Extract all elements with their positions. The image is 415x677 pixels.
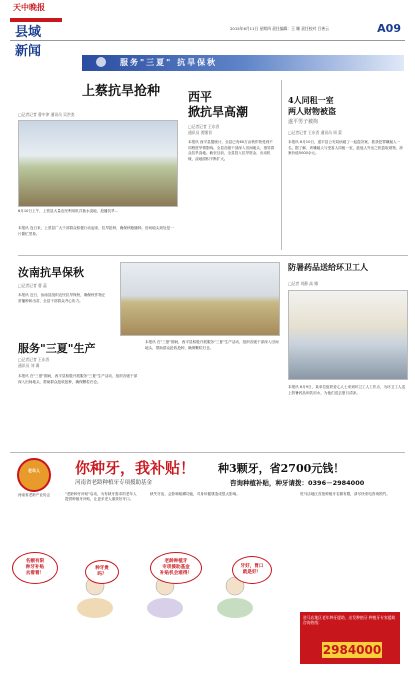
page-number: A09	[377, 22, 401, 35]
ad-subheadline: 河南省老龄种植牙专项援助基金	[75, 480, 153, 486]
issue-meta: 2015年6月11日 星期四 责任编辑：王 姗 责任校对 吕善云	[230, 26, 329, 31]
article-title-sanxia: 服务"三夏"生产	[18, 342, 96, 355]
association-logo-icon	[17, 458, 51, 492]
hotline-number: 2984000	[322, 643, 382, 657]
photo-field-sprinkler	[120, 262, 280, 336]
logo-band	[10, 18, 62, 22]
article-title-xiping	[188, 90, 248, 120]
section-title-line1: 县域	[15, 25, 42, 40]
article-title-sanitation: 防暑药品送给环卫工人	[288, 262, 368, 272]
ad-headline: 你种牙，我补贴！	[75, 459, 196, 477]
hotline-box-text: 驻马店地区老年种牙援助，出发种植牙 种植牙专家援助咨询热线：	[303, 615, 396, 626]
speech-bubble-fund: 老龄种植牙 专项援助基金 补贴机会难得！	[150, 552, 202, 584]
photo-caption-shangcai: 6月10日上午，上蔡县大量农民利用机井抽水浇地，抢播抗旱…	[18, 209, 119, 213]
photo-farmers-irrigation	[18, 120, 178, 207]
article-byline-shangcai: □记者记者 曹中津 通讯员 吴洪类	[18, 112, 75, 117]
article-title-theft	[288, 95, 336, 117]
header-rule	[10, 40, 405, 41]
association-logo-label: 老年人	[28, 468, 40, 473]
article-body-sanxia-cont: 本报讯 在"三夏"期间，西平县积极开展服务"三夏"生产活动，组织各级干部深入田间地头，帮助群众抢收抢种，确保颗粒归仓。	[145, 340, 279, 350]
section-title-line2: 新闻	[15, 44, 42, 59]
article-body-shangcai: 本报讯 连日来，上蔡县广大干部群众积极行动起来，抗旱抢种，确保秋粮播种。田间地头到处是一片繁忙景象。	[18, 226, 174, 236]
newspaper-logo: 天中晚报	[13, 2, 45, 12]
article-title-runan: 汝南抗旱保秋	[18, 266, 84, 279]
article-subtitle-theft: 遂平男子被拘	[288, 119, 319, 125]
article-title-theft-line1: 4人同租一室	[288, 95, 334, 105]
speech-bubble-price: 种牙贵 吗？	[85, 560, 119, 584]
column-divider	[281, 80, 282, 250]
ad-headline-secondary: 种3颗牙，省2700元钱！	[218, 462, 345, 475]
article-byline-theft: □记者记者 王东晋 通讯员 周 蒙	[288, 130, 342, 135]
article-byline-runan: □记者记者 曹 蕊	[18, 283, 47, 288]
photo-sanitation-workers	[288, 290, 408, 380]
article-title-theft-line2: 两人财物被盗	[288, 106, 336, 116]
banner-emblem-icon	[96, 57, 106, 67]
article-byline-sanitation: □记者 刘静 高 娜	[288, 281, 318, 286]
article-body-runan: 本报讯 近日，汝南县组织农民抗旱保秋，确保秋作物正常播种和出苗，全县干部群众齐心协力。	[18, 293, 106, 303]
article-body-xiping: 本报讯 西平县据统计，全县已有60万亩秋作物受到不同程度旱情影响。全县各级干部深入田间地头，指导群众抗旱浇地。截至目前，全县投入抗旱资金，出动机械，浇地面积不断扩大。	[188, 140, 275, 161]
association-name: 河南省老龄产业协会	[17, 493, 51, 497]
article-byline-xiping: □记者记者 王东晋 通讯员 贾继晋	[188, 124, 220, 135]
section-title	[15, 23, 47, 61]
article-title-xiping-line2: 掀抗旱高潮	[188, 105, 249, 119]
article-body-theft: 本报讯 6月10日，遂平县公安局侦破了一起盗窃案，抓获犯罪嫌疑人一名。据了解，该嫌疑人与受害人同租一室，趁他人外出之机盗取财物，涉案价值5000余元。	[288, 140, 403, 156]
ad-body-middle: 缺失牙齿，会影响咀嚼功能，对身体健康造成很大影响。	[150, 492, 240, 496]
article-body-sanitation: 本报讯 6月9日，某单位组织爱心人士来到环卫工人工作点，为环卫工人送上防暑药品和饮用水，为他们送去夏日清凉。	[288, 385, 406, 395]
speech-bubble-quota: 名额有限 种牙补贴 去看看！	[12, 552, 58, 584]
speech-bubble-good-teeth: 牙好，胃口 就是好！	[232, 556, 272, 584]
ad-body-left: "老龄种牙补贴"启动，为有缺牙需求的老年人提供种植牙补贴，让更多老人重获好牙口。	[65, 492, 137, 502]
banner-text: 服务"三夏" 抗旱保秋	[120, 58, 218, 67]
row-divider	[18, 255, 408, 256]
article-body-sanxia: 本报讯 在"三夏"期间，西平县积极开展服务"三夏"生产活动，组织各级干部深入田间地头，帮助群众抢收抢种，确保颗粒归仓。	[18, 374, 138, 384]
article-byline-sanxia: □记者记者 王东晋 通讯员 刘 冀	[18, 357, 50, 368]
article-title-shangcai: 上蔡抗旱抢种	[82, 84, 161, 99]
ad-phone: 咨询种植补贴，种牙请拨：0396－2984000	[230, 479, 365, 487]
ad-body-right: 驻马店地区首批种植牙名额有限，请尽快来电咨询预约。	[300, 492, 390, 496]
article-title-xiping-line1: 西平	[188, 90, 213, 104]
